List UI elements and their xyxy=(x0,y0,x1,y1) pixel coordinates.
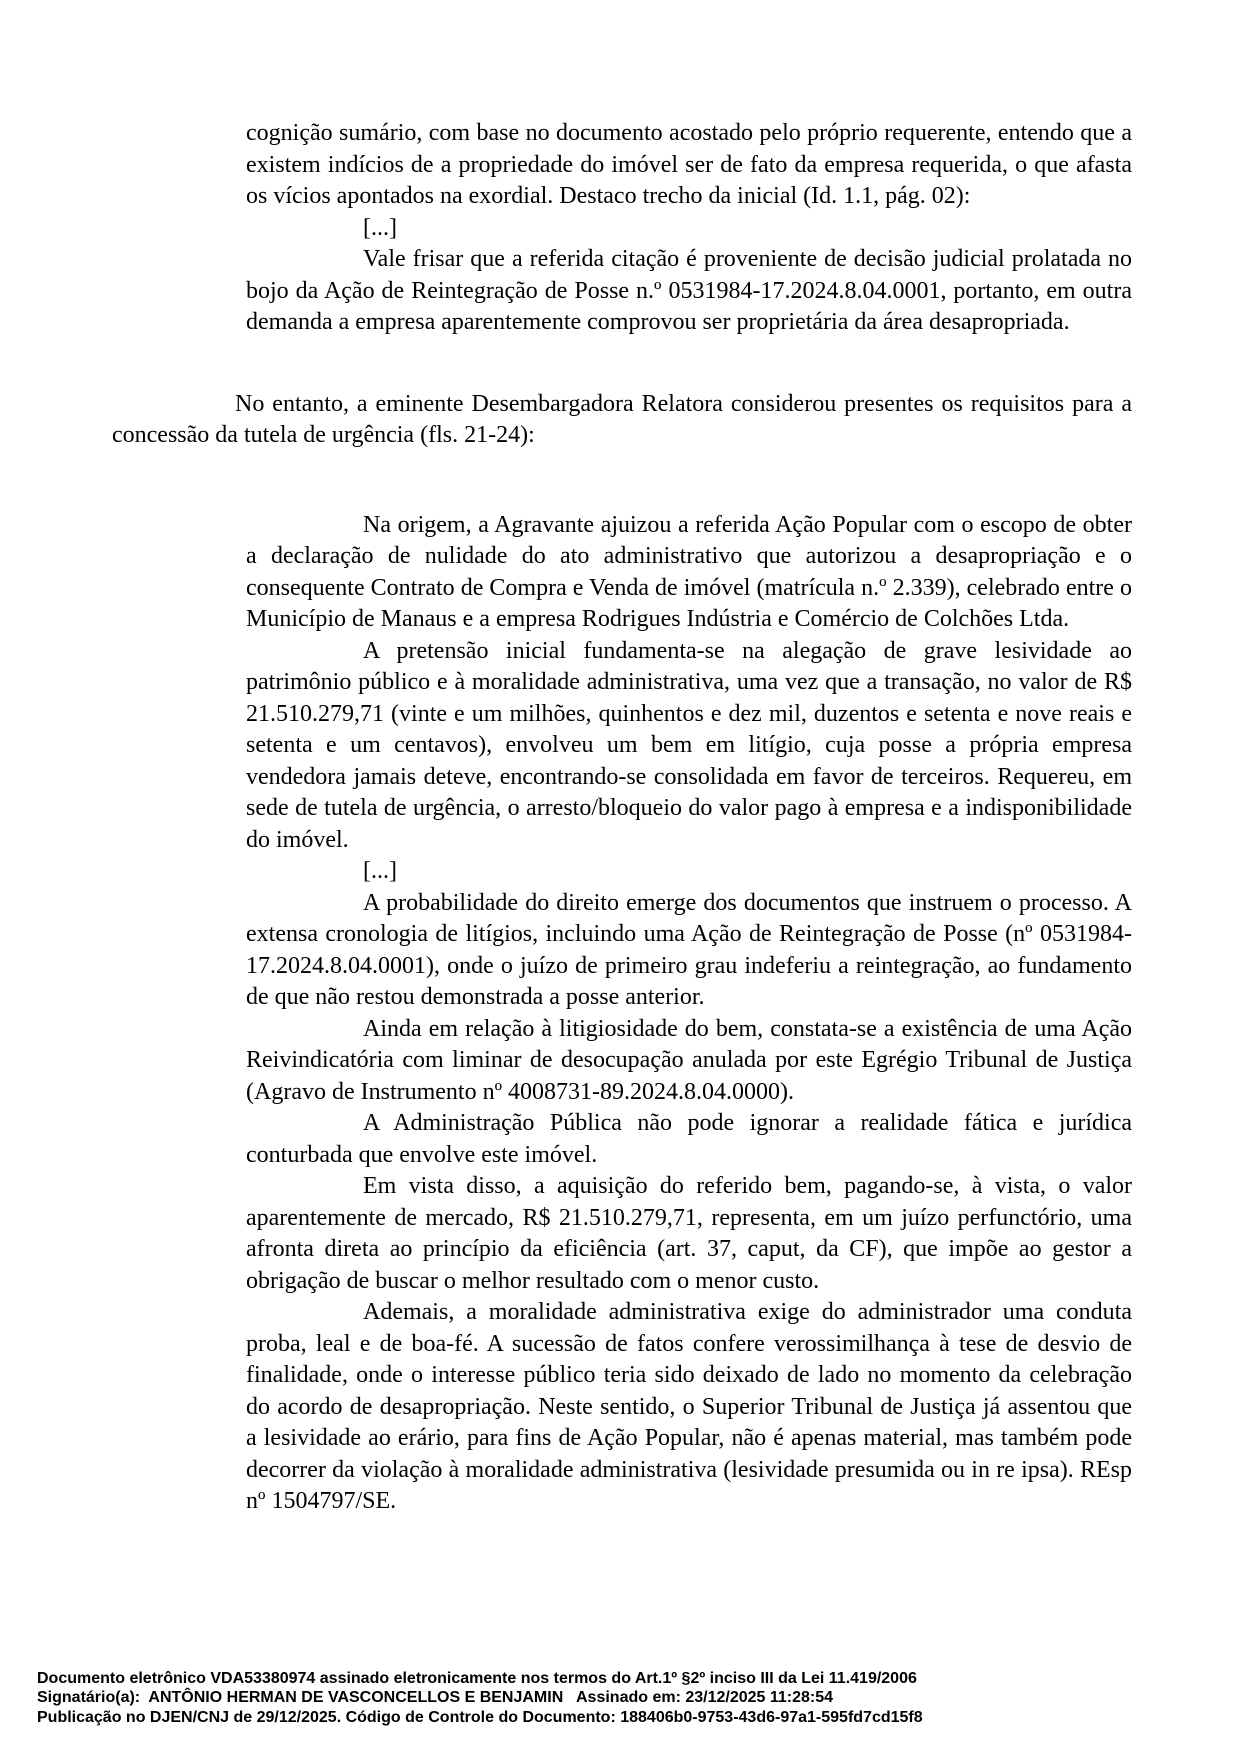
quote-paragraph: Vale frisar que a referida citação é proveniente de decisão judicial prolatada no bojo da Ação de Reintegração de Posse n.º 0531984-17.2024.8.04.0001, portanto, em outra demanda a empresa aparentemente comprovou ser proprietária da área desapropriada. xyxy=(246,246,1132,335)
document-body xyxy=(112,118,1132,1518)
quote-paragraph: A Administração Pública não pode ignorar a realidade fática e jurídica conturbada que envolve este imóvel. xyxy=(246,1110,1132,1168)
footer-line-publication: Publicação no DJEN/CNJ de 29/12/2025. Código de Controle do Documento: 188406b0-9753-43d6-97a1-595fd7cd15f8 xyxy=(37,1708,923,1726)
quote-paragraph: Ademais, a moralidade administrativa exige do administrador uma conduta proba, leal e de boa-fé. A sucessão de fatos confere verossimilhança à tese de desvio de finalidade, onde o interesse público teria sido deixado de lado no momento da celebração do acordo de desapropriação. Neste sentido, o Superior Tribunal de Justiça já assentou que a lesividade ao erário, para fins de Ação Popular, não é apenas material, mas também pode decorrer da violação à moralidade administrativa (lesividade presumida ou in re ipsa). REsp nº 1504797/SE. xyxy=(246,1299,1132,1514)
quote-paragraph: A pretensão inicial fundamenta-se na alegação de grave lesividade ao patrimônio público e à moralidade administrativa, uma vez que a transação, no valor de R$ 21.510.279,71 (vinte e um milhões, quinhentos e dez mil, duzentos e setenta e nove reais e setenta e um centavos), envolveu um bem em litígio, cuja posse a própria empresa vendedora jamais deteve, encontrando-se consolidada em favor de terceiros. Requereu, em sede de tutela de urgência, o arresto/bloqueio do valor pago à empresa e a indisponibilidade do imóvel. xyxy=(246,637,1132,853)
signature-footer xyxy=(37,1669,1207,1727)
quote-paragraph: Na origem, a Agravante ajuizou a referida Ação Popular com o escopo de obter a declaração de nulidade do ato administrativo que autorizou a desapropriação e o consequente Contrato de Compra e Venda de imóvel (matrícula n.º 2.339), celebrado entre o Município de Manaus e a empresa Rodrigues Indústria e Comércio de Colchões Ltda. xyxy=(246,511,1132,632)
quote-ellipsis: [...] xyxy=(363,214,397,241)
quote-paragraph: A probabilidade do direito emerge dos documentos que instruem o processo. A extensa cronologia de litígios, incluindo uma Ação de Reintegração de Posse (nº 0531984-17.2024.8.04.0001), onde o juízo de primeiro grau indeferiu a reintegração, ao fundamento de que não restou demonstrada a posse anterior. xyxy=(246,889,1132,1010)
quote-block-2 xyxy=(246,510,1132,1518)
quote-paragraph: cognição sumário, com base no documento acostado pelo próprio requerente, entendo que a existem indícios de a propriedade do imóvel ser de fato da empresa requerida, o que afasta os vícios apontados na exordial. Destaco trecho da inicial (Id. 1.1, pág. 02): xyxy=(246,120,1132,209)
body-paragraph: No entanto, a eminente Desembargadora Relatora considerou presentes os requisitos para a concessão da tutela de urgência (fls. 21-24): xyxy=(112,390,1132,448)
footer-line-signer: Signatário(a): ANTÔNIO HERMAN DE VASCONCELLOS E BENJAMIN Assinado em: 23/12/2025 11:28:54 xyxy=(37,1689,834,1707)
quote-block-1 xyxy=(246,118,1132,339)
quote-ellipsis: [...] xyxy=(363,858,397,884)
quote-paragraph: Ainda em relação à litigiosidade do bem, constata-se a existência de uma Ação Reivindicatória com liminar de desocupação anulada por este Egrégio Tribunal de Justiça (Agravo de Instrumento nº 4008731-89.2024.8.04.0000). xyxy=(246,1015,1132,1105)
quote-paragraph: Em vista disso, a aquisição do referido bem, pagando-se, à vista, o valor aparentemente de mercado, R$ 21.510.279,71, representa, em um juízo perfunctório, uma afronta direta ao princípio da eficiência (art. 37, caput, da CF), que impõe ao gestor a obrigação de buscar o melhor resultado com o menor custo. xyxy=(246,1173,1132,1294)
footer-line-document-info: Documento eletrônico VDA53380974 assinado eletronicamente nos termos do Art.1º §2º inciso III da Lei 11.419/2006 xyxy=(37,1670,917,1687)
